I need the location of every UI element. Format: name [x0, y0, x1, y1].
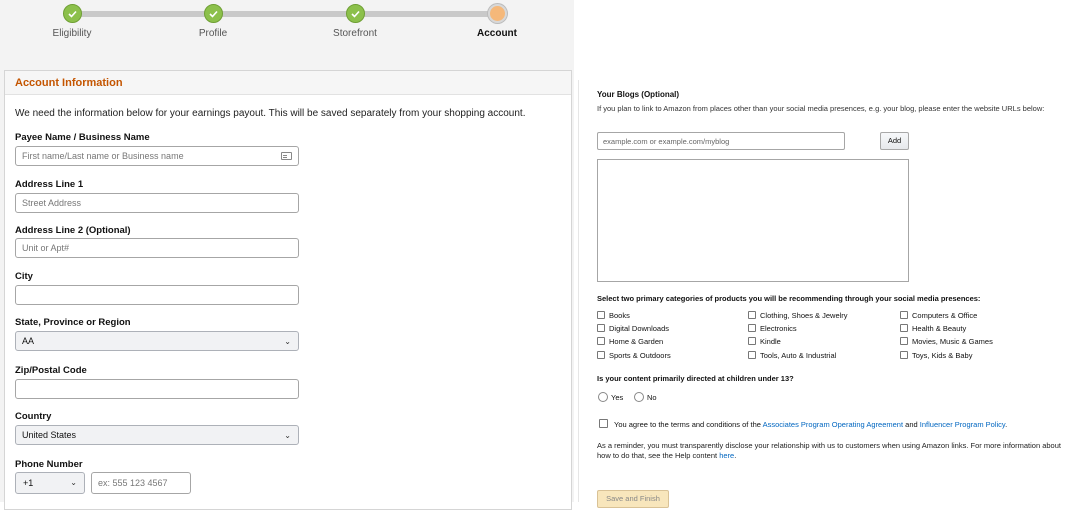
step-eligibility-check-icon[interactable]: [63, 4, 82, 23]
address2-placeholder: Unit or Apt#: [22, 243, 70, 253]
category-label: Tools, Auto & Industrial: [760, 351, 837, 360]
reminder-suffix: .: [734, 451, 737, 460]
city-label: City: [15, 271, 33, 282]
category-option[interactable]: [900, 351, 972, 361]
category-label: Electronics: [760, 324, 797, 333]
add-blog-button[interactable]: Add: [880, 132, 909, 150]
category-option[interactable]: [900, 311, 977, 321]
terms-checkbox[interactable]: [599, 419, 608, 428]
category-option[interactable]: [748, 337, 781, 347]
address-line1-input[interactable]: [15, 193, 299, 213]
category-option[interactable]: [748, 311, 848, 321]
category-option[interactable]: [597, 324, 669, 334]
blogs-description: If you plan to link to Amazon from places other than your social media presences, e.g. your blog, please enter the website URLs below:: [597, 104, 1045, 113]
categories-title: Select two primary categories of products you will be recommending through your social media presences:: [597, 294, 981, 303]
contact-card-icon: [281, 152, 292, 160]
terms-and: and: [905, 420, 918, 429]
payee-placeholder: First name/Last name or Business name: [22, 151, 184, 161]
address1-label: Address Line 1: [15, 179, 84, 190]
influencer-policy-link[interactable]: Influencer Program Policy: [919, 420, 1006, 429]
radio-no[interactable]: [634, 392, 657, 403]
phone-placeholder: ex: 555 123 4567: [98, 478, 168, 488]
children-question: Is your content primarily directed at children under 13?: [597, 374, 794, 383]
radio-yes-label: Yes: [611, 393, 624, 402]
category-label: Sports & Outdoors: [609, 351, 671, 360]
country-label: Country: [15, 411, 52, 422]
card-title: Account Information: [5, 71, 571, 95]
category-option[interactable]: [748, 324, 797, 334]
zip-label: Zip/Postal Code: [15, 365, 87, 376]
blog-url-placeholder: example.com or example.com/myblog: [603, 137, 730, 146]
address-line2-input[interactable]: [15, 238, 299, 258]
category-option[interactable]: [597, 311, 630, 321]
checkbox[interactable]: [748, 351, 756, 359]
category-option[interactable]: [597, 337, 663, 347]
address1-placeholder: Street Address: [22, 198, 82, 208]
operating-agreement-link[interactable]: Associates Program Operating Agreement: [762, 420, 904, 429]
state-select[interactable]: [15, 331, 299, 351]
radio-no-label: No: [647, 393, 657, 402]
phone-label: Phone Number: [15, 459, 83, 470]
blog-url-input[interactable]: [597, 132, 845, 150]
reminder-text: As a reminder, you must transparently disclose your relationship with us to customers when using Amazon links. For more information about how to do that, see the Help content: [597, 441, 1061, 460]
account-information-card: [4, 70, 572, 510]
category-label: Movies, Music & Games: [912, 337, 993, 346]
radio-yes[interactable]: [598, 392, 623, 403]
progress-stepper: [0, 0, 574, 60]
intro-text: We need the information below for your earnings payout. This will be saved separately from your shopping account.: [15, 108, 526, 119]
help-content-link[interactable]: here: [719, 451, 735, 460]
checkbox[interactable]: [597, 324, 605, 332]
stepper-track: [72, 11, 500, 17]
chevron-down-icon: ⌄: [284, 431, 291, 440]
category-option[interactable]: [900, 324, 966, 334]
phone-country-code-select[interactable]: [15, 472, 85, 494]
country-value: United States: [22, 430, 77, 440]
phone-code-value: +1: [23, 478, 34, 488]
step-storefront-check-icon[interactable]: [346, 4, 365, 23]
category-label: Computers & Office: [912, 311, 978, 320]
checkbox[interactable]: [748, 337, 756, 345]
disclosure-reminder: [597, 441, 1067, 461]
checkbox[interactable]: [597, 337, 605, 345]
checkbox[interactable]: [597, 311, 605, 319]
profile-details-panel: [578, 80, 1080, 502]
terms-prefix: You agree to the terms and conditions of the: [614, 420, 761, 429]
chevron-down-icon: ⌄: [284, 337, 291, 346]
checkbox[interactable]: [748, 311, 756, 319]
phone-number-input[interactable]: [91, 472, 191, 494]
state-value: AA: [22, 336, 35, 346]
state-label: State, Province or Region: [15, 317, 131, 328]
category-label: Home & Garden: [609, 337, 664, 346]
checkbox[interactable]: [900, 351, 908, 359]
payee-label: Payee Name / Business Name: [15, 132, 150, 143]
address2-label: Address Line 2 (Optional): [15, 225, 131, 236]
category-label: Kindle: [760, 337, 781, 346]
checkbox[interactable]: [597, 351, 605, 359]
terms-suffix: .: [1005, 420, 1008, 429]
blog-list-box[interactable]: [597, 159, 909, 282]
step-label-account: Account: [477, 28, 517, 39]
payee-name-input[interactable]: [15, 146, 299, 166]
save-and-finish-button[interactable]: Save and Finish: [597, 490, 669, 508]
zip-input[interactable]: [15, 379, 299, 399]
step-label-storefront: Storefront: [333, 28, 377, 39]
checkbox[interactable]: [900, 337, 908, 345]
category-label: Toys, Kids & Baby: [912, 351, 973, 360]
country-select[interactable]: [15, 425, 299, 445]
step-label-eligibility: Eligibility: [52, 28, 92, 39]
blogs-title: Your Blogs (Optional): [597, 90, 680, 99]
city-input[interactable]: [15, 285, 299, 305]
radio-circle[interactable]: [598, 392, 608, 402]
step-label-profile: Profile: [198, 28, 228, 39]
checkbox[interactable]: [900, 311, 908, 319]
category-option[interactable]: [597, 351, 671, 361]
category-label: Health & Beauty: [912, 324, 967, 333]
step-profile-check-icon[interactable]: [204, 4, 223, 23]
category-option[interactable]: [748, 351, 836, 361]
category-label: Digital Downloads: [609, 324, 670, 333]
chevron-down-icon: ⌄: [70, 478, 77, 487]
category-label: Books: [609, 311, 630, 320]
terms-agreement: [599, 419, 1007, 430]
category-label: Clothing, Shoes & Jewelry: [760, 311, 848, 320]
step-account-current-icon: [488, 4, 507, 23]
checkbox[interactable]: [748, 324, 756, 332]
checkbox[interactable]: [900, 324, 908, 332]
category-option[interactable]: [900, 337, 993, 347]
radio-circle[interactable]: [634, 392, 644, 402]
